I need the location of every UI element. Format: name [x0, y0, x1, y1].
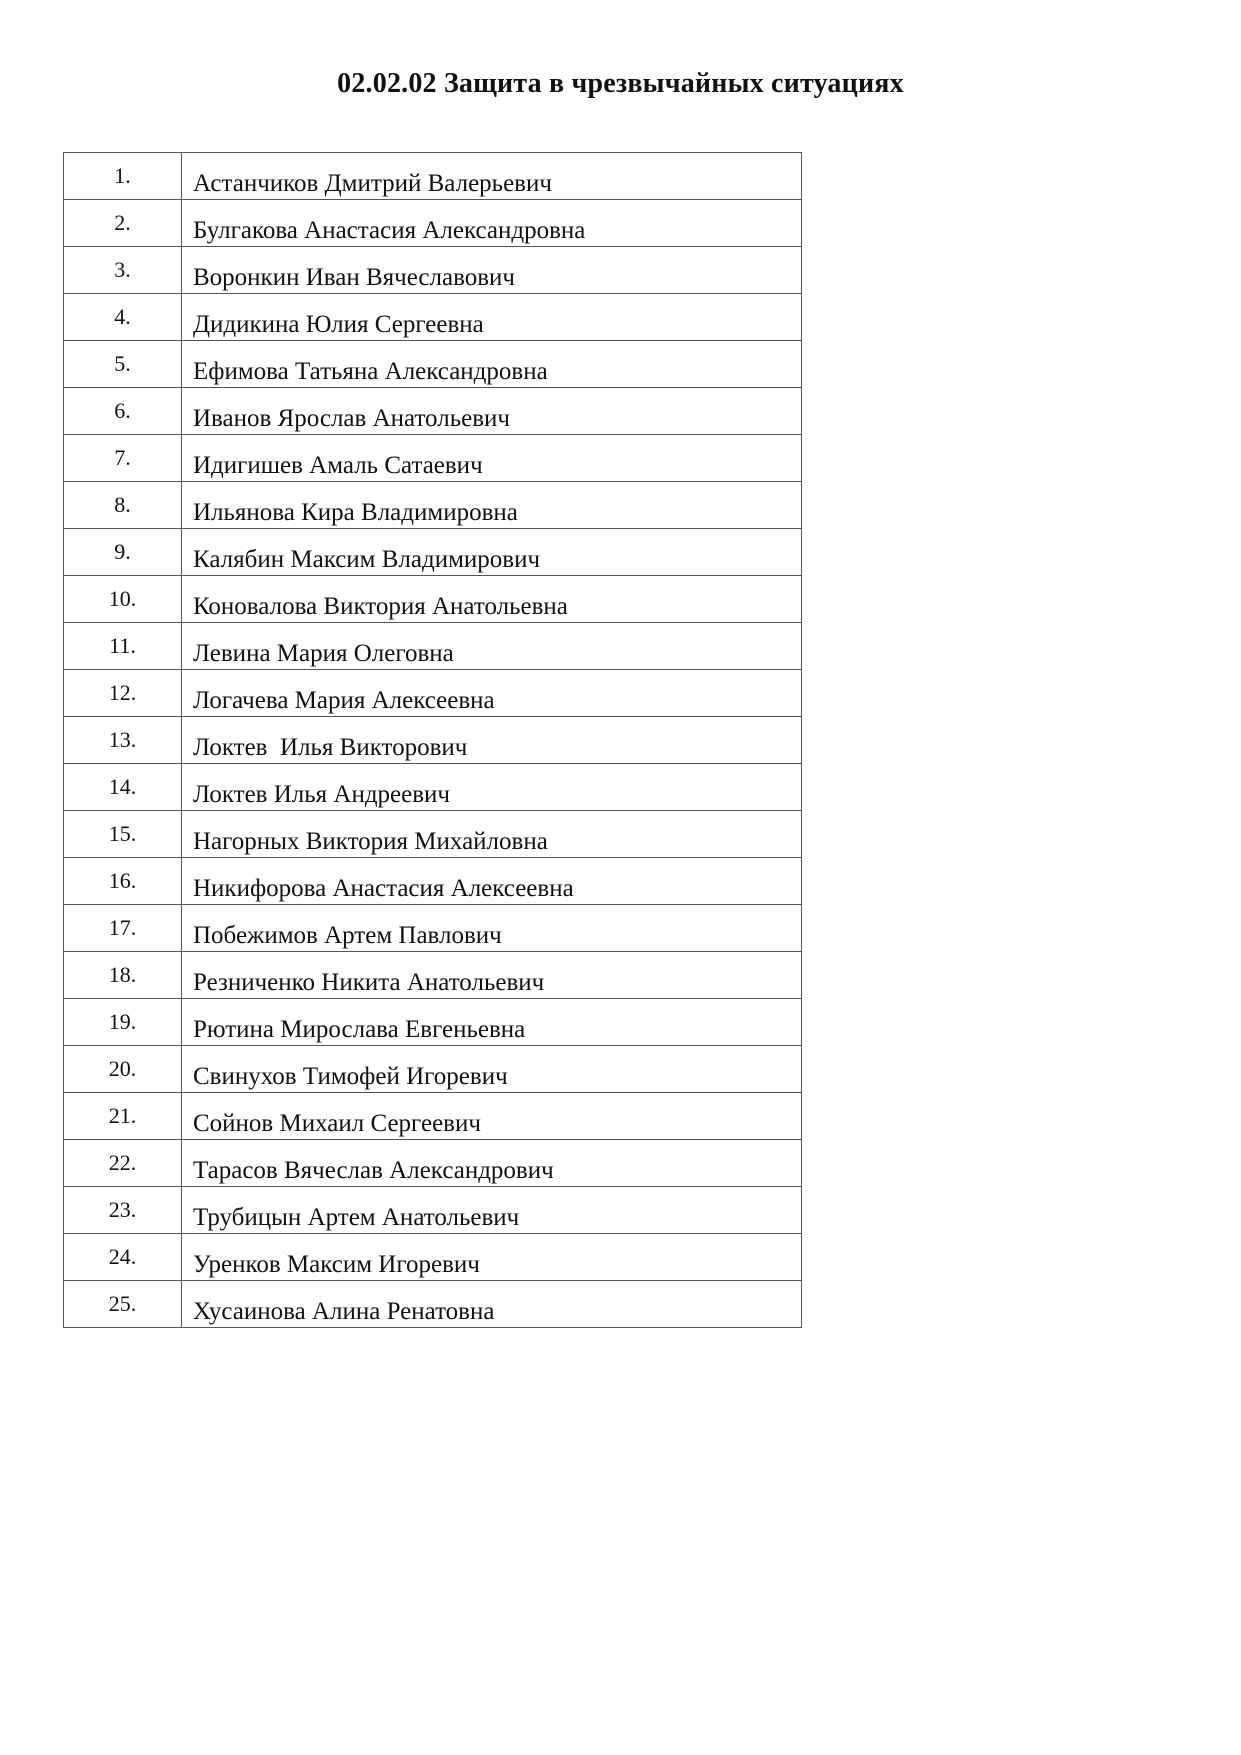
- table-row: [64, 858, 802, 905]
- page-title: 02.02.02 Защита в чрезвычайных ситуациях: [337, 68, 904, 99]
- table-row: [64, 623, 802, 670]
- table-row: [64, 482, 802, 529]
- student-name: Сойнов Михаил Сергеевич: [182, 1093, 802, 1140]
- student-name: Ефимова Татьяна Александровна: [182, 341, 802, 388]
- table-row: [64, 341, 802, 388]
- row-number: 7.: [64, 435, 182, 482]
- table-row: [64, 1281, 802, 1328]
- student-name: Уренков Максим Игоревич: [182, 1234, 802, 1281]
- row-number: 1.: [64, 153, 182, 200]
- student-name: Тарасов Вячеслав Александрович: [182, 1140, 802, 1187]
- student-name: Иванов Ярослав Анатольевич: [182, 388, 802, 435]
- table-row: [64, 905, 802, 952]
- table-row: [64, 435, 802, 482]
- student-name: Левина Мария Олеговна: [182, 623, 802, 670]
- table-row: [64, 1187, 802, 1234]
- table-row: [64, 294, 802, 341]
- row-number: 16.: [64, 858, 182, 905]
- row-number: 24.: [64, 1234, 182, 1281]
- table-row: [64, 811, 802, 858]
- row-number: 8.: [64, 482, 182, 529]
- table-row: [64, 1140, 802, 1187]
- row-number: 4.: [64, 294, 182, 341]
- row-number: 10.: [64, 576, 182, 623]
- student-name: Резниченко Никита Анатольевич: [182, 952, 802, 999]
- table-row: [64, 717, 802, 764]
- row-number: 11.: [64, 623, 182, 670]
- row-number: 15.: [64, 811, 182, 858]
- row-number: 17.: [64, 905, 182, 952]
- student-name: Побежимов Артем Павлович: [182, 905, 802, 952]
- student-name: Рютина Мирослава Евгеньевна: [182, 999, 802, 1046]
- row-number: 18.: [64, 952, 182, 999]
- table-row: [64, 1093, 802, 1140]
- student-name: Нагорных Виктория Михайловна: [182, 811, 802, 858]
- student-name: Локтев Илья Андреевич: [182, 764, 802, 811]
- row-number: 19.: [64, 999, 182, 1046]
- table-row: [64, 952, 802, 999]
- table-row: [64, 1234, 802, 1281]
- row-number: 23.: [64, 1187, 182, 1234]
- table-row: [64, 1046, 802, 1093]
- student-name: Дидикина Юлия Сергеевна: [182, 294, 802, 341]
- table-row: [64, 388, 802, 435]
- student-name: Идигишев Амаль Сатаевич: [182, 435, 802, 482]
- row-number: 14.: [64, 764, 182, 811]
- student-name: Калябин Максим Владимирович: [182, 529, 802, 576]
- table-row: [64, 576, 802, 623]
- row-number: 22.: [64, 1140, 182, 1187]
- student-list-body: [64, 153, 802, 1328]
- student-name: Локтев Илья Викторович: [182, 717, 802, 764]
- student-name: Астанчиков Дмитрий Валерьевич: [182, 153, 802, 200]
- table-row: [64, 200, 802, 247]
- student-name: Никифорова Анастасия Алексеевна: [182, 858, 802, 905]
- row-number: 2.: [64, 200, 182, 247]
- student-name: Свинухов Тимофей Игоревич: [182, 1046, 802, 1093]
- row-number: 3.: [64, 247, 182, 294]
- row-number: 21.: [64, 1093, 182, 1140]
- table-row: [64, 764, 802, 811]
- table-row: [64, 529, 802, 576]
- student-name: Хусаинова Алина Ренатовна: [182, 1281, 802, 1328]
- row-number: 12.: [64, 670, 182, 717]
- student-list-table: [63, 152, 802, 1328]
- student-name: Логачева Мария Алексеевна: [182, 670, 802, 717]
- table-row: [64, 153, 802, 200]
- student-name: Коновалова Виктория Анатольевна: [182, 576, 802, 623]
- row-number: 20.: [64, 1046, 182, 1093]
- table-row: [64, 670, 802, 717]
- row-number: 6.: [64, 388, 182, 435]
- row-number: 13.: [64, 717, 182, 764]
- row-number: 9.: [64, 529, 182, 576]
- student-name: Воронкин Иван Вячеславович: [182, 247, 802, 294]
- table-row: [64, 247, 802, 294]
- student-name: Булгакова Анастасия Александровна: [182, 200, 802, 247]
- row-number: 5.: [64, 341, 182, 388]
- student-name: Трубицын Артем Анатольевич: [182, 1187, 802, 1234]
- row-number: 25.: [64, 1281, 182, 1328]
- student-name: Ильянова Кира Владимировна: [182, 482, 802, 529]
- table-row: [64, 999, 802, 1046]
